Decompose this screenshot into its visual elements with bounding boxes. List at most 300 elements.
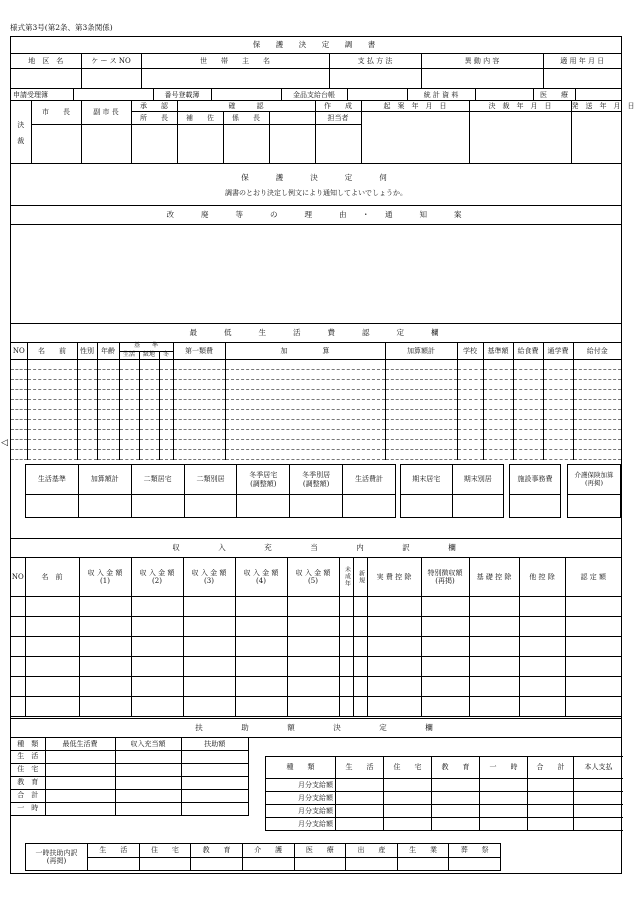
living-cell[interactable] (11, 449, 27, 459)
living-cell[interactable] (573, 429, 621, 439)
aid-right-cell[interactable] (528, 792, 574, 805)
living-cell[interactable] (483, 359, 513, 369)
living-cell[interactable] (385, 429, 457, 439)
aid-right-cell[interactable] (574, 792, 624, 805)
living-cell[interactable] (457, 419, 483, 429)
living-cell[interactable] (573, 449, 621, 459)
living-cell[interactable] (543, 449, 573, 459)
living-cell[interactable] (11, 399, 27, 409)
living-cell[interactable] (173, 379, 225, 389)
living-cell[interactable] (97, 389, 119, 399)
living-cell[interactable] (11, 429, 27, 439)
sum-winter-separate-field[interactable] (290, 495, 343, 518)
living-cell[interactable] (11, 379, 27, 389)
living-cell[interactable] (385, 359, 457, 369)
income-cell[interactable] (11, 676, 25, 696)
issue-date-field[interactable] (571, 111, 621, 164)
living-cell[interactable] (97, 429, 119, 439)
living-cell[interactable] (77, 409, 97, 419)
living-cell[interactable] (159, 389, 173, 399)
living-cell[interactable] (159, 449, 173, 459)
living-cell[interactable] (543, 369, 573, 379)
living-cell[interactable] (159, 369, 173, 379)
aid-amount-cell[interactable] (115, 789, 181, 802)
draft-date-field[interactable] (361, 111, 469, 164)
living-cell[interactable] (77, 379, 97, 389)
living-cell[interactable] (385, 409, 457, 419)
income-cell[interactable] (469, 676, 519, 696)
living-cell[interactable] (513, 399, 543, 409)
living-cell[interactable] (119, 439, 139, 449)
living-cell[interactable] (457, 449, 483, 459)
living-cell[interactable] (225, 429, 385, 439)
sum-year-end-home-field[interactable] (401, 495, 453, 518)
living-cell[interactable] (513, 439, 543, 449)
aid-right-cell[interactable] (432, 805, 480, 818)
income-cell[interactable] (79, 696, 131, 716)
sum-year-end-separate-field[interactable] (452, 495, 504, 518)
living-cell[interactable] (385, 399, 457, 409)
living-cell[interactable] (27, 429, 77, 439)
vice-mayor-seal[interactable] (81, 125, 131, 165)
living-cell[interactable] (573, 369, 621, 379)
living-cell[interactable] (483, 399, 513, 409)
income-cell[interactable] (339, 616, 353, 636)
living-cell[interactable] (159, 379, 173, 389)
living-cell[interactable] (225, 439, 385, 449)
living-cell[interactable] (77, 449, 97, 459)
aid-amount-cell[interactable] (115, 802, 181, 815)
medical-field[interactable] (575, 89, 621, 101)
income-cell[interactable] (421, 596, 469, 616)
sum-care-insurance-field[interactable] (568, 495, 621, 518)
income-cell[interactable] (469, 656, 519, 676)
living-cell[interactable] (77, 359, 97, 369)
aid-amount-cell[interactable] (181, 776, 249, 789)
living-cell[interactable] (119, 389, 139, 399)
aid-amount-cell[interactable] (181, 750, 249, 763)
living-cell[interactable] (225, 419, 385, 429)
aid-right-cell[interactable] (574, 805, 624, 818)
living-cell[interactable] (173, 369, 225, 379)
income-cell[interactable] (353, 616, 367, 636)
living-cell[interactable] (119, 419, 139, 429)
living-cell[interactable] (139, 409, 159, 419)
aid-right-cell[interactable] (384, 792, 432, 805)
income-cell[interactable] (25, 696, 79, 716)
aid-right-cell[interactable] (384, 818, 432, 831)
living-cell[interactable] (543, 389, 573, 399)
living-cell[interactable] (27, 379, 77, 389)
income-cell[interactable] (565, 696, 621, 716)
living-cell[interactable] (513, 379, 543, 389)
breakdown-field[interactable] (294, 858, 346, 871)
aid-right-cell[interactable] (432, 792, 480, 805)
living-cell[interactable] (225, 399, 385, 409)
income-cell[interactable] (131, 636, 183, 656)
living-cell[interactable] (159, 419, 173, 429)
mayor-seal[interactable] (31, 125, 81, 165)
living-cell[interactable] (77, 429, 97, 439)
number-register-field[interactable] (211, 89, 281, 101)
living-cell[interactable] (173, 359, 225, 369)
income-cell[interactable] (11, 596, 25, 616)
breakdown-field[interactable] (449, 858, 501, 871)
living-cell[interactable] (159, 439, 173, 449)
living-cell[interactable] (457, 399, 483, 409)
living-cell[interactable] (225, 379, 385, 389)
income-cell[interactable] (79, 596, 131, 616)
living-cell[interactable] (543, 409, 573, 419)
case-no-field[interactable] (81, 68, 141, 89)
payment-ledger-field[interactable] (347, 89, 407, 101)
living-cell[interactable] (385, 449, 457, 459)
breakdown-field[interactable] (191, 858, 243, 871)
living-cell[interactable] (119, 359, 139, 369)
income-cell[interactable] (131, 656, 183, 676)
income-cell[interactable] (565, 616, 621, 636)
assistant-seal[interactable] (177, 125, 223, 165)
householder-field[interactable] (141, 68, 329, 89)
aid-amount-cell[interactable] (181, 802, 249, 815)
income-cell[interactable] (421, 636, 469, 656)
income-cell[interactable] (519, 676, 565, 696)
income-cell[interactable] (339, 676, 353, 696)
reason-field[interactable] (11, 225, 621, 324)
living-cell[interactable] (513, 429, 543, 439)
living-cell[interactable] (139, 449, 159, 459)
living-cell[interactable] (77, 389, 97, 399)
living-cell[interactable] (385, 439, 457, 449)
living-cell[interactable] (225, 389, 385, 399)
confirm-extra-seal[interactable] (269, 125, 315, 165)
living-cell[interactable] (513, 449, 543, 459)
living-cell[interactable] (513, 369, 543, 379)
income-cell[interactable] (11, 636, 25, 656)
income-cell[interactable] (353, 656, 367, 676)
income-cell[interactable] (519, 636, 565, 656)
living-cell[interactable] (139, 399, 159, 409)
living-cell[interactable] (543, 379, 573, 389)
payment-method-field[interactable] (329, 68, 421, 89)
living-cell[interactable] (27, 399, 77, 409)
income-cell[interactable] (367, 636, 421, 656)
living-cell[interactable] (513, 359, 543, 369)
living-cell[interactable] (139, 359, 159, 369)
income-cell[interactable] (79, 656, 131, 676)
sum-living-standard-field[interactable] (26, 495, 79, 518)
aid-right-cell[interactable] (528, 779, 574, 792)
income-cell[interactable] (519, 616, 565, 636)
living-cell[interactable] (457, 359, 483, 369)
income-cell[interactable] (235, 616, 287, 636)
living-cell[interactable] (77, 419, 97, 429)
income-cell[interactable] (235, 636, 287, 656)
living-cell[interactable] (573, 389, 621, 399)
living-cell[interactable] (77, 369, 97, 379)
living-cell[interactable] (225, 359, 385, 369)
sum-winter-home-field[interactable] (237, 495, 290, 518)
living-cell[interactable] (483, 369, 513, 379)
living-cell[interactable] (11, 409, 27, 419)
income-cell[interactable] (469, 596, 519, 616)
living-cell[interactable] (97, 359, 119, 369)
living-cell[interactable] (543, 439, 573, 449)
living-cell[interactable] (139, 369, 159, 379)
sum-facility-fee-field[interactable] (510, 495, 561, 518)
income-cell[interactable] (519, 596, 565, 616)
income-cell[interactable] (565, 676, 621, 696)
breakdown-field[interactable] (242, 858, 294, 871)
living-cell[interactable] (173, 399, 225, 409)
living-cell[interactable] (385, 389, 457, 399)
statistics-field[interactable] (475, 89, 533, 101)
breakdown-field[interactable] (346, 858, 398, 871)
income-cell[interactable] (235, 696, 287, 716)
living-cell[interactable] (513, 409, 543, 419)
aid-right-cell[interactable] (528, 805, 574, 818)
income-cell[interactable] (25, 616, 79, 636)
living-cell[interactable] (225, 409, 385, 419)
living-cell[interactable] (27, 439, 77, 449)
aid-right-cell[interactable] (384, 805, 432, 818)
living-cell[interactable] (457, 429, 483, 439)
aid-right-cell[interactable] (336, 792, 384, 805)
living-cell[interactable] (573, 419, 621, 429)
aid-amount-cell[interactable] (45, 802, 115, 815)
aid-right-cell[interactable] (432, 818, 480, 831)
change-content-field[interactable] (421, 68, 543, 89)
income-cell[interactable] (421, 656, 469, 676)
living-cell[interactable] (225, 449, 385, 459)
living-cell[interactable] (11, 369, 27, 379)
income-cell[interactable] (367, 596, 421, 616)
living-cell[interactable] (483, 419, 513, 429)
living-cell[interactable] (97, 369, 119, 379)
living-cell[interactable] (27, 409, 77, 419)
sum-home2-field[interactable] (131, 495, 184, 518)
living-cell[interactable] (119, 449, 139, 459)
income-cell[interactable] (469, 696, 519, 716)
aid-right-cell[interactable] (384, 779, 432, 792)
living-cell[interactable] (385, 379, 457, 389)
income-cell[interactable] (565, 596, 621, 616)
breakdown-field[interactable] (88, 858, 140, 871)
living-cell[interactable] (457, 409, 483, 419)
income-cell[interactable] (421, 616, 469, 636)
income-cell[interactable] (25, 676, 79, 696)
living-cell[interactable] (385, 419, 457, 429)
income-cell[interactable] (367, 676, 421, 696)
income-cell[interactable] (287, 616, 339, 636)
aid-right-cell[interactable] (432, 779, 480, 792)
income-cell[interactable] (79, 676, 131, 696)
living-cell[interactable] (97, 449, 119, 459)
aid-amount-cell[interactable] (45, 776, 115, 789)
living-cell[interactable] (543, 359, 573, 369)
application-register-field[interactable] (73, 89, 153, 101)
income-cell[interactable] (235, 676, 287, 696)
income-cell[interactable] (367, 616, 421, 636)
income-cell[interactable] (11, 696, 25, 716)
aid-right-cell[interactable] (528, 818, 574, 831)
income-cell[interactable] (367, 696, 421, 716)
district-field[interactable] (11, 68, 81, 89)
living-cell[interactable] (77, 439, 97, 449)
income-cell[interactable] (353, 636, 367, 656)
income-cell[interactable] (79, 616, 131, 636)
income-cell[interactable] (287, 676, 339, 696)
income-cell[interactable] (79, 636, 131, 656)
income-cell[interactable] (183, 636, 235, 656)
living-cell[interactable] (457, 369, 483, 379)
living-cell[interactable] (543, 429, 573, 439)
income-cell[interactable] (469, 636, 519, 656)
income-cell[interactable] (131, 616, 183, 636)
living-cell[interactable] (27, 419, 77, 429)
living-cell[interactable] (543, 419, 573, 429)
living-cell[interactable] (119, 379, 139, 389)
living-cell[interactable] (97, 399, 119, 409)
aid-right-cell[interactable] (336, 805, 384, 818)
aid-amount-cell[interactable] (45, 789, 115, 802)
living-cell[interactable] (573, 439, 621, 449)
aid-amount-cell[interactable] (45, 750, 115, 763)
living-cell[interactable] (139, 389, 159, 399)
living-cell[interactable] (119, 369, 139, 379)
income-cell[interactable] (25, 656, 79, 676)
living-cell[interactable] (173, 389, 225, 399)
income-cell[interactable] (131, 676, 183, 696)
income-cell[interactable] (287, 696, 339, 716)
living-cell[interactable] (483, 439, 513, 449)
living-cell[interactable] (573, 399, 621, 409)
income-cell[interactable] (235, 656, 287, 676)
income-cell[interactable] (235, 596, 287, 616)
income-cell[interactable] (565, 656, 621, 676)
aid-right-cell[interactable] (480, 805, 528, 818)
income-cell[interactable] (287, 596, 339, 616)
sum-living-total-field[interactable] (343, 495, 396, 518)
income-cell[interactable] (25, 596, 79, 616)
aid-right-cell[interactable] (336, 779, 384, 792)
living-cell[interactable] (11, 439, 27, 449)
apply-date-field[interactable] (543, 68, 621, 89)
living-cell[interactable] (11, 359, 27, 369)
aid-right-cell[interactable] (480, 818, 528, 831)
living-cell[interactable] (173, 419, 225, 429)
income-cell[interactable] (131, 696, 183, 716)
living-cell[interactable] (27, 369, 77, 379)
living-cell[interactable] (173, 409, 225, 419)
income-cell[interactable] (287, 656, 339, 676)
living-cell[interactable] (573, 379, 621, 389)
income-cell[interactable] (565, 636, 621, 656)
living-cell[interactable] (77, 399, 97, 409)
income-cell[interactable] (353, 676, 367, 696)
living-cell[interactable] (119, 409, 139, 419)
aid-right-cell[interactable] (336, 818, 384, 831)
living-cell[interactable] (97, 419, 119, 429)
living-cell[interactable] (27, 359, 77, 369)
income-cell[interactable] (421, 696, 469, 716)
living-cell[interactable] (119, 429, 139, 439)
living-cell[interactable] (483, 389, 513, 399)
living-cell[interactable] (27, 389, 77, 399)
living-cell[interactable] (11, 419, 27, 429)
aid-right-cell[interactable] (480, 792, 528, 805)
living-cell[interactable] (139, 439, 159, 449)
living-cell[interactable] (173, 429, 225, 439)
income-cell[interactable] (131, 596, 183, 616)
living-cell[interactable] (119, 399, 139, 409)
income-cell[interactable] (353, 596, 367, 616)
income-cell[interactable] (183, 676, 235, 696)
breakdown-field[interactable] (397, 858, 449, 871)
breakdown-field[interactable] (139, 858, 191, 871)
living-cell[interactable] (173, 449, 225, 459)
aid-amount-cell[interactable] (115, 750, 181, 763)
income-cell[interactable] (519, 696, 565, 716)
living-cell[interactable] (573, 359, 621, 369)
living-cell[interactable] (139, 379, 159, 389)
aid-amount-cell[interactable] (181, 763, 249, 776)
income-cell[interactable] (11, 616, 25, 636)
aid-right-cell[interactable] (574, 779, 624, 792)
income-cell[interactable] (183, 596, 235, 616)
living-cell[interactable] (483, 429, 513, 439)
income-cell[interactable] (183, 696, 235, 716)
living-cell[interactable] (139, 419, 159, 429)
income-cell[interactable] (339, 636, 353, 656)
sum-addition-total-field[interactable] (78, 495, 131, 518)
living-cell[interactable] (483, 379, 513, 389)
income-cell[interactable] (367, 656, 421, 676)
living-cell[interactable] (513, 419, 543, 429)
aid-amount-cell[interactable] (45, 763, 115, 776)
living-cell[interactable] (139, 429, 159, 439)
income-cell[interactable] (421, 676, 469, 696)
living-cell[interactable] (97, 379, 119, 389)
living-cell[interactable] (513, 389, 543, 399)
living-cell[interactable] (97, 439, 119, 449)
living-cell[interactable] (573, 409, 621, 419)
living-cell[interactable] (385, 369, 457, 379)
living-cell[interactable] (173, 439, 225, 449)
director-seal[interactable] (131, 125, 177, 165)
aid-right-cell[interactable] (574, 818, 624, 831)
income-cell[interactable] (339, 696, 353, 716)
living-cell[interactable] (543, 399, 573, 409)
income-cell[interactable] (287, 636, 339, 656)
living-cell[interactable] (97, 409, 119, 419)
staff-seal[interactable] (315, 125, 361, 165)
living-cell[interactable] (483, 409, 513, 419)
aid-right-cell[interactable] (480, 779, 528, 792)
sum-separate2-field[interactable] (184, 495, 237, 518)
income-cell[interactable] (519, 656, 565, 676)
section-chief-seal[interactable] (223, 125, 269, 165)
decision-date-field[interactable] (469, 111, 571, 164)
income-cell[interactable] (353, 696, 367, 716)
aid-amount-cell[interactable] (115, 776, 181, 789)
income-cell[interactable] (11, 656, 25, 676)
living-cell[interactable] (225, 369, 385, 379)
living-cell[interactable] (11, 389, 27, 399)
income-cell[interactable] (183, 656, 235, 676)
living-cell[interactable] (159, 359, 173, 369)
living-cell[interactable] (159, 409, 173, 419)
